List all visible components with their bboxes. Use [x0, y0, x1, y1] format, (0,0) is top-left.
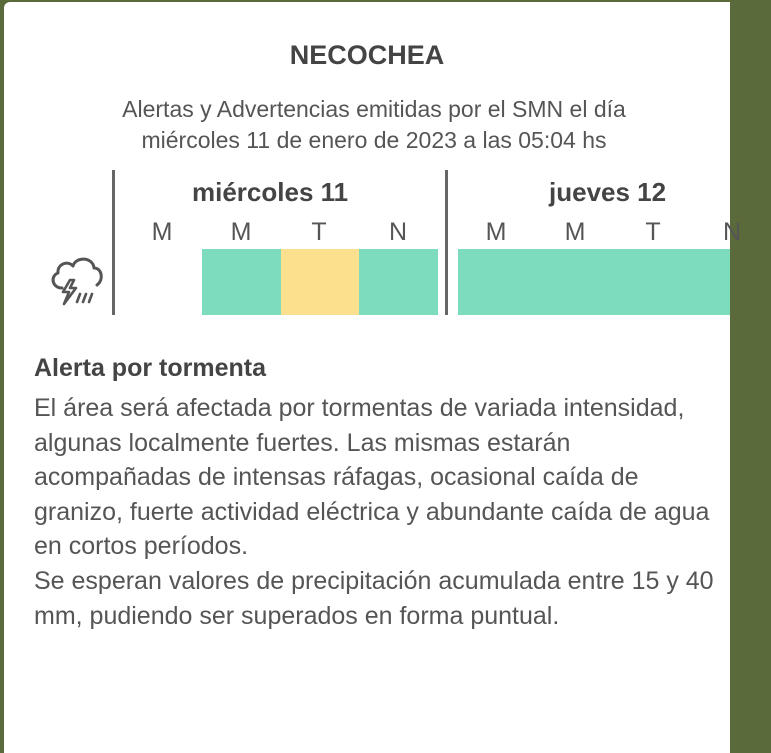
issued-text: [44, 94, 704, 156]
period-label: T: [311, 218, 327, 246]
period-label: N: [388, 218, 408, 246]
level-cell: [458, 249, 730, 315]
period-label: M: [230, 218, 252, 246]
storm-cloud-icon: [48, 252, 104, 312]
level-cell: [359, 249, 438, 315]
alert-card: [4, 2, 742, 753]
level-cell: [281, 249, 359, 315]
period-label: M: [564, 218, 586, 246]
period-label: M: [151, 218, 173, 246]
period-label: T: [645, 218, 661, 246]
day-label-wednesday: miércoles 11: [192, 177, 349, 207]
level-cell: [202, 249, 281, 315]
alert-paragraph: El área será afectada por tormentas de variada intensidad, algunas localmente fuertes. Las mismas estarán acompañadas de intensas ráfagas, ocasional caída de granizo, fuerte actividad eléctrica y abundante caída de agua en cortos períodos.: [34, 394, 710, 561]
alert-description: [34, 391, 724, 633]
location-title: NECOCHEA: [289, 40, 445, 70]
period-label: M: [485, 218, 507, 246]
alert-paragraph: Se esperan valores de precipitación acumulada entre 15 y 40 mm, pudiendo ser superados en forma puntual.: [34, 566, 714, 630]
issued-line-2: miércoles 11 de enero de 2023 a las 05:04 hs: [141, 127, 607, 153]
day-label-thursday: jueves 12: [549, 177, 667, 207]
issued-line-1: Alertas y Advertencias emitidas por el SMN el día: [122, 96, 626, 122]
alert-title: Alerta por tormenta: [34, 354, 266, 382]
day-divider: [445, 170, 448, 315]
period-label: N: [722, 218, 742, 246]
timeline-start-divider: [112, 170, 115, 315]
